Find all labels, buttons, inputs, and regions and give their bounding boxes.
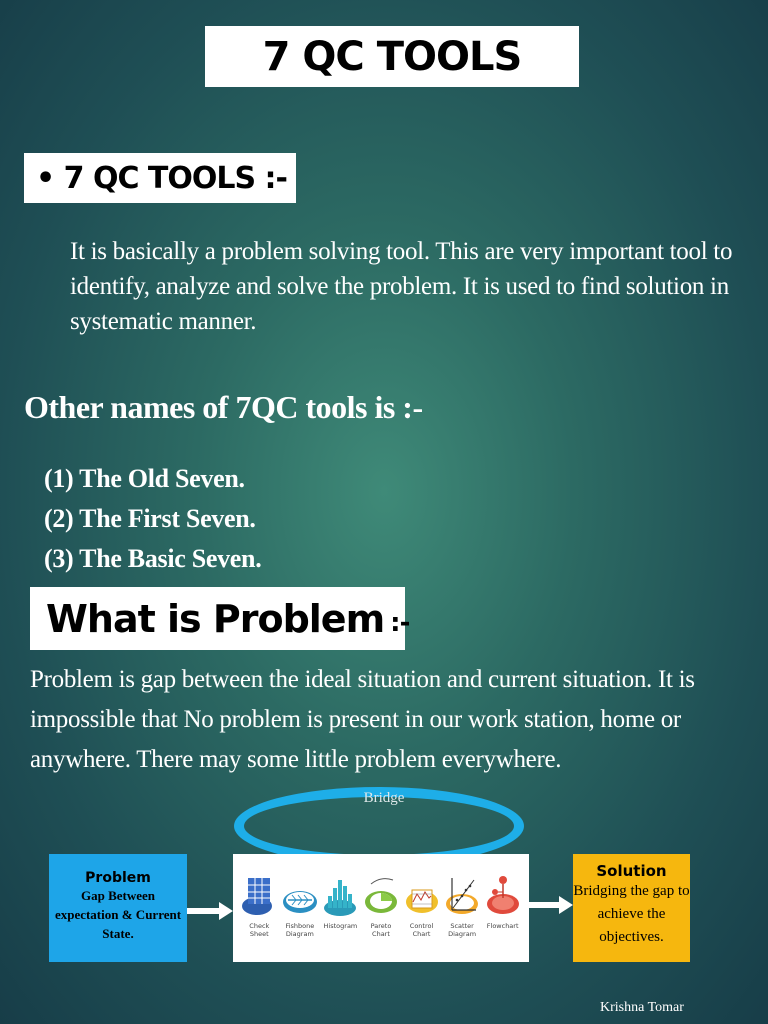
tool-label: Check Sheet (249, 922, 270, 938)
section-heading-qc-tools: • 7 QC TOOLS :- (24, 153, 296, 203)
problem-paragraph: Problem is gap between the ideal situation and current situation. It is impossible that No problem is present in our work station, home or anywhere. There may some little problem everywhere. (30, 666, 695, 773)
other-names-list (44, 459, 261, 579)
flowchart-icon (485, 870, 521, 920)
arrow-right-icon (187, 900, 235, 922)
solution-box-text: Bridging the gap to achieve the objectives. (573, 883, 690, 945)
tool-pareto (361, 870, 401, 938)
histogram-icon (322, 870, 358, 920)
other-names-heading: Other names of 7QC tools is :- (24, 389, 423, 425)
tool-label: Fishbone Diagram (285, 922, 315, 938)
list-item: (1) The Old Seven. (44, 464, 245, 493)
tool-flowchart (483, 870, 523, 930)
bridge-label: Bridge (363, 790, 405, 806)
solution-box (573, 854, 690, 962)
tool-label: Flowchart (486, 922, 519, 930)
tool-control-chart (402, 870, 442, 938)
pareto-icon (363, 870, 399, 920)
section-heading-suffix: :- (390, 607, 410, 638)
tool-histogram (320, 870, 360, 930)
scatter-icon (444, 870, 480, 920)
tool-label: Pareto Chart (370, 922, 392, 938)
author-credit: Krishna Tomar (600, 1000, 684, 1015)
tool-scatter (442, 870, 482, 938)
tool-label: Control Chart (409, 922, 434, 938)
tool-fishbone (280, 870, 320, 938)
control-chart-icon (404, 870, 440, 920)
section-heading-text: What is Problem (46, 596, 385, 641)
qc-tools-panel (233, 854, 529, 962)
tool-label: Histogram (323, 922, 358, 930)
fishbone-icon (282, 870, 318, 920)
list-item: (3) The Basic Seven. (44, 544, 262, 573)
tool-label: Scatter Diagram (448, 922, 477, 938)
intro-paragraph: It is basically a problem solving tool. This are very important tool to identify, analyze and solve the problem. It is used to find solution in systematic manner. (70, 238, 733, 335)
problem-box (49, 854, 187, 962)
solution-box-title: Solution (596, 862, 667, 880)
problem-box-title: Problem (85, 870, 151, 886)
list-item: (2) The First Seven. (44, 504, 256, 533)
section-heading-problem (30, 587, 410, 650)
problem-box-text: Gap Between expectation & Current State. (54, 888, 182, 941)
arrow-right-icon (529, 894, 575, 916)
check-sheet-icon (241, 870, 277, 920)
tool-check-sheet (239, 870, 279, 938)
page-title: 7 QC TOOLS (205, 26, 579, 87)
